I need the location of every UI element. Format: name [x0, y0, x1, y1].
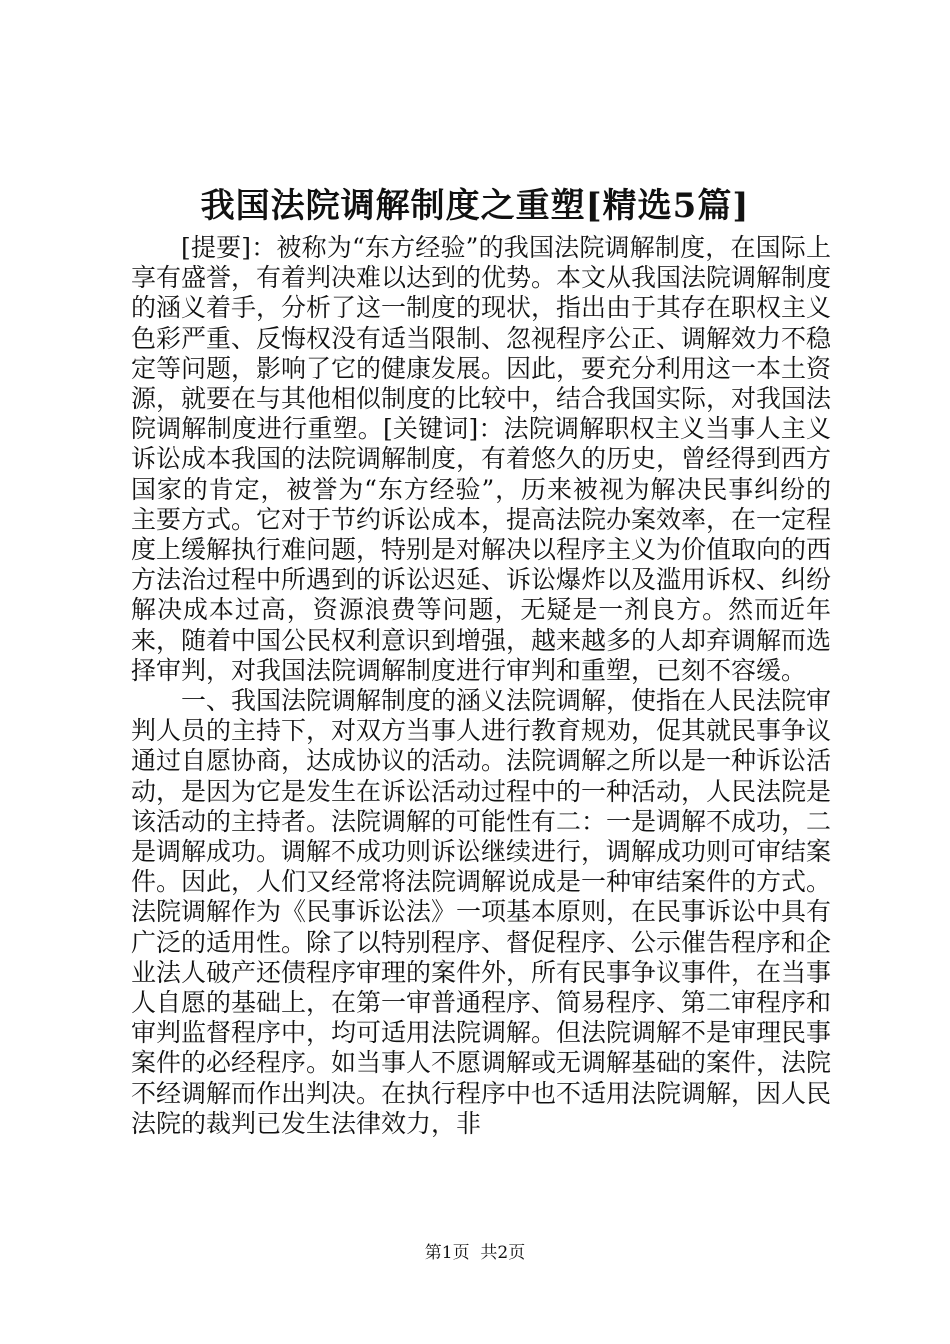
page-total: 共2页 [480, 1243, 526, 1263]
paragraph-section-one: 一、我国法院调解制度的涵义法院调解，使指在人民法院审判人员的主持下，对双方当事人进行教育规劝，促其就民事争议通过自愿协商，达成协议的活动。法院调解之所以是一种诉讼活动，是因为它是发生在诉讼活动过程中的一种活动，人民法院是该活动的主持者。法院调解的可能性有二：一是调解不成功，二是调解成功。调解不成功则诉讼继续进行，调解成功则可审结案件。因此，人们又经常将法院调解说成是一种审结案件的方式。法院调解作为《民事诉讼法》一项基本原则，在民事诉讼中具有广泛的适用性。除了以特别程序、督促程序、公示催告程序和企业法人破产还债程序审理的案件外，所有民事争议事件，在当事人自愿的基础上，在第一审普通程序、简易程序、第二审程序和审判监督程序中，均可适用法院调解。但法院调解不是审理民事案件的必经程序。如当事人不愿调解或无调解基础的案件，法院不经调解而作出判决。在执行程序中也不适用法院调解，因人民法院的裁判已发生法律效力，非 [131, 686, 832, 1138]
page-footer [0, 1242, 950, 1264]
document-body [131, 233, 831, 1139]
page-number: 第1页 [424, 1243, 470, 1263]
document-title: 我国法院调解制度之重塑[精选5篇] [200, 186, 750, 226]
paragraph-abstract: [提要]：被称为“东方经验”的我国法院调解制度，在国际上享有盛誉，有着判决难以达到的优势。本文从我国法院调解制度的涵义着手，分析了这一制度的现状，指出由于其存在职权主义色彩严重、反悔权没有适当限制、忽视程序公正、调解效力不稳定等问题，影响了它的健康发展。因此，要充分利用这一本土资源，就要在与其他相似制度的比较中，结合我国实际，对我国法院调解制度进行重塑。[关键词]：法院调解职权主义当事人主义诉讼成本我国的法院调解制度，有着悠久的历史，曾经得到西方国家的肯定，被誉为“东方经验”，历来被视为解决民事纠纷的主要方式。它对于节约诉讼成本，提高法院办案效率，在一定程度上缓解执行难问题，特别是对解决以程序主义为价值取向的西方法治过程中所遇到的诉讼迟延、诉讼爆炸以及滥用诉权、纠纷解决成本过高，资源浪费等问题，无疑是一剂良方。然而近年来，随着中国公民权利意识到增强，越来越多的人却弃调解而选择审判，对我国法院调解制度进行审判和重塑，已刻不容缓。 [131, 233, 832, 685]
